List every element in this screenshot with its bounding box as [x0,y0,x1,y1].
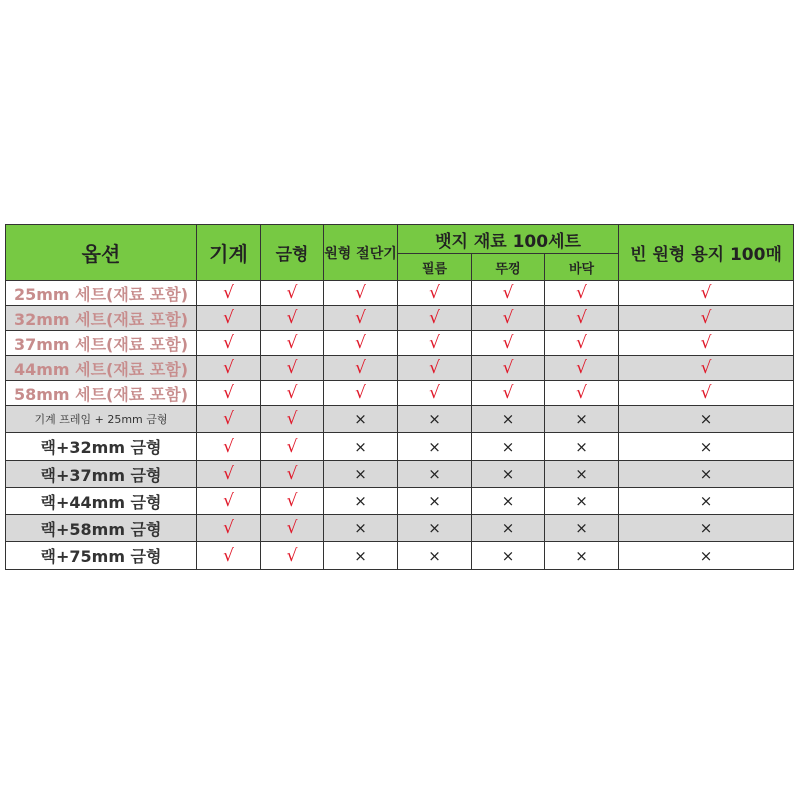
check-icon: √ [619,306,794,331]
row-label: 58mm 세트(재료 포함) [6,381,197,406]
cross-icon: × [398,406,472,433]
row-label: 랙+58mm 금형 [6,515,197,542]
check-icon: √ [197,406,261,433]
cross-icon: × [324,461,398,488]
table-row [6,281,794,306]
row-label: 기계 프레임 + 25mm 금형 [6,406,197,433]
check-icon: √ [619,356,794,381]
cross-icon: × [619,542,794,570]
row-label: 32mm 세트(재료 포함) [6,306,197,331]
cross-icon: × [472,461,545,488]
check-icon: √ [261,461,324,488]
check-icon: √ [398,331,472,356]
check-icon: √ [619,281,794,306]
cross-icon: × [545,488,619,515]
check-icon: √ [545,381,619,406]
header-cutter: 원형 절단기 [324,225,398,281]
check-icon: √ [261,281,324,306]
check-icon: √ [324,381,398,406]
header-badge-group: 뱃지 재료 100세트 [398,225,619,254]
check-icon: √ [197,356,261,381]
check-icon: √ [545,356,619,381]
cross-icon: × [472,515,545,542]
table-row [6,331,794,356]
table-row [6,306,794,331]
cross-icon: × [398,433,472,461]
table-row [6,542,794,570]
check-icon: √ [261,515,324,542]
cross-icon: × [398,461,472,488]
cross-icon: × [472,406,545,433]
cross-icon: × [545,461,619,488]
check-icon: √ [197,488,261,515]
row-label: 랙+37mm 금형 [6,461,197,488]
cross-icon: × [545,406,619,433]
check-icon: √ [324,281,398,306]
header-blank-paper: 빈 원형 용지 100매 [619,225,794,281]
row-label: 25mm 세트(재료 포함) [6,281,197,306]
cross-icon: × [398,542,472,570]
check-icon: √ [261,488,324,515]
check-icon: √ [197,461,261,488]
check-icon: √ [261,433,324,461]
check-icon: √ [545,281,619,306]
header-badge-film: 필름 [398,254,472,281]
row-label: 랙+75mm 금형 [6,542,197,570]
check-icon: √ [261,542,324,570]
check-icon: √ [619,331,794,356]
cross-icon: × [472,433,545,461]
comparison-table [5,224,794,570]
cross-icon: × [398,515,472,542]
header-machine: 기계 [197,225,261,281]
check-icon: √ [197,306,261,331]
table-row [6,356,794,381]
check-icon: √ [472,281,545,306]
check-icon: √ [197,433,261,461]
check-icon: √ [197,381,261,406]
table-row [6,488,794,515]
cross-icon: × [619,515,794,542]
cross-icon: × [545,515,619,542]
table-row [6,406,794,433]
table-row [6,461,794,488]
check-icon: √ [324,306,398,331]
row-label: 37mm 세트(재료 포함) [6,331,197,356]
check-icon: √ [472,356,545,381]
cross-icon: × [324,488,398,515]
check-icon: √ [324,356,398,381]
check-icon: √ [324,331,398,356]
cross-icon: × [324,515,398,542]
header-mold: 금형 [261,225,324,281]
cross-icon: × [545,433,619,461]
table-row [6,433,794,461]
cross-icon: × [324,406,398,433]
check-icon: √ [261,331,324,356]
check-icon: √ [398,381,472,406]
check-icon: √ [472,331,545,356]
check-icon: √ [197,281,261,306]
table-row [6,515,794,542]
cross-icon: × [472,488,545,515]
check-icon: √ [545,331,619,356]
check-icon: √ [197,515,261,542]
check-icon: √ [398,306,472,331]
row-label: 44mm 세트(재료 포함) [6,356,197,381]
cross-icon: × [619,406,794,433]
cross-icon: × [619,488,794,515]
cross-icon: × [324,542,398,570]
check-icon: √ [472,306,545,331]
cross-icon: × [324,433,398,461]
header-badge-bottom: 바닥 [545,254,619,281]
cross-icon: × [472,542,545,570]
row-label: 랙+44mm 금형 [6,488,197,515]
table-row [6,381,794,406]
check-icon: √ [398,281,472,306]
header-badge-lid: 뚜껑 [472,254,545,281]
check-icon: √ [261,356,324,381]
check-icon: √ [545,306,619,331]
check-icon: √ [197,331,261,356]
check-icon: √ [261,406,324,433]
cross-icon: × [545,542,619,570]
cross-icon: × [619,433,794,461]
check-icon: √ [472,381,545,406]
row-label: 랙+32mm 금형 [6,433,197,461]
cross-icon: × [619,461,794,488]
check-icon: √ [261,381,324,406]
cross-icon: × [398,488,472,515]
check-icon: √ [398,356,472,381]
check-icon: √ [261,306,324,331]
header-option: 옵션 [6,225,197,281]
check-icon: √ [619,381,794,406]
check-icon: √ [197,542,261,570]
